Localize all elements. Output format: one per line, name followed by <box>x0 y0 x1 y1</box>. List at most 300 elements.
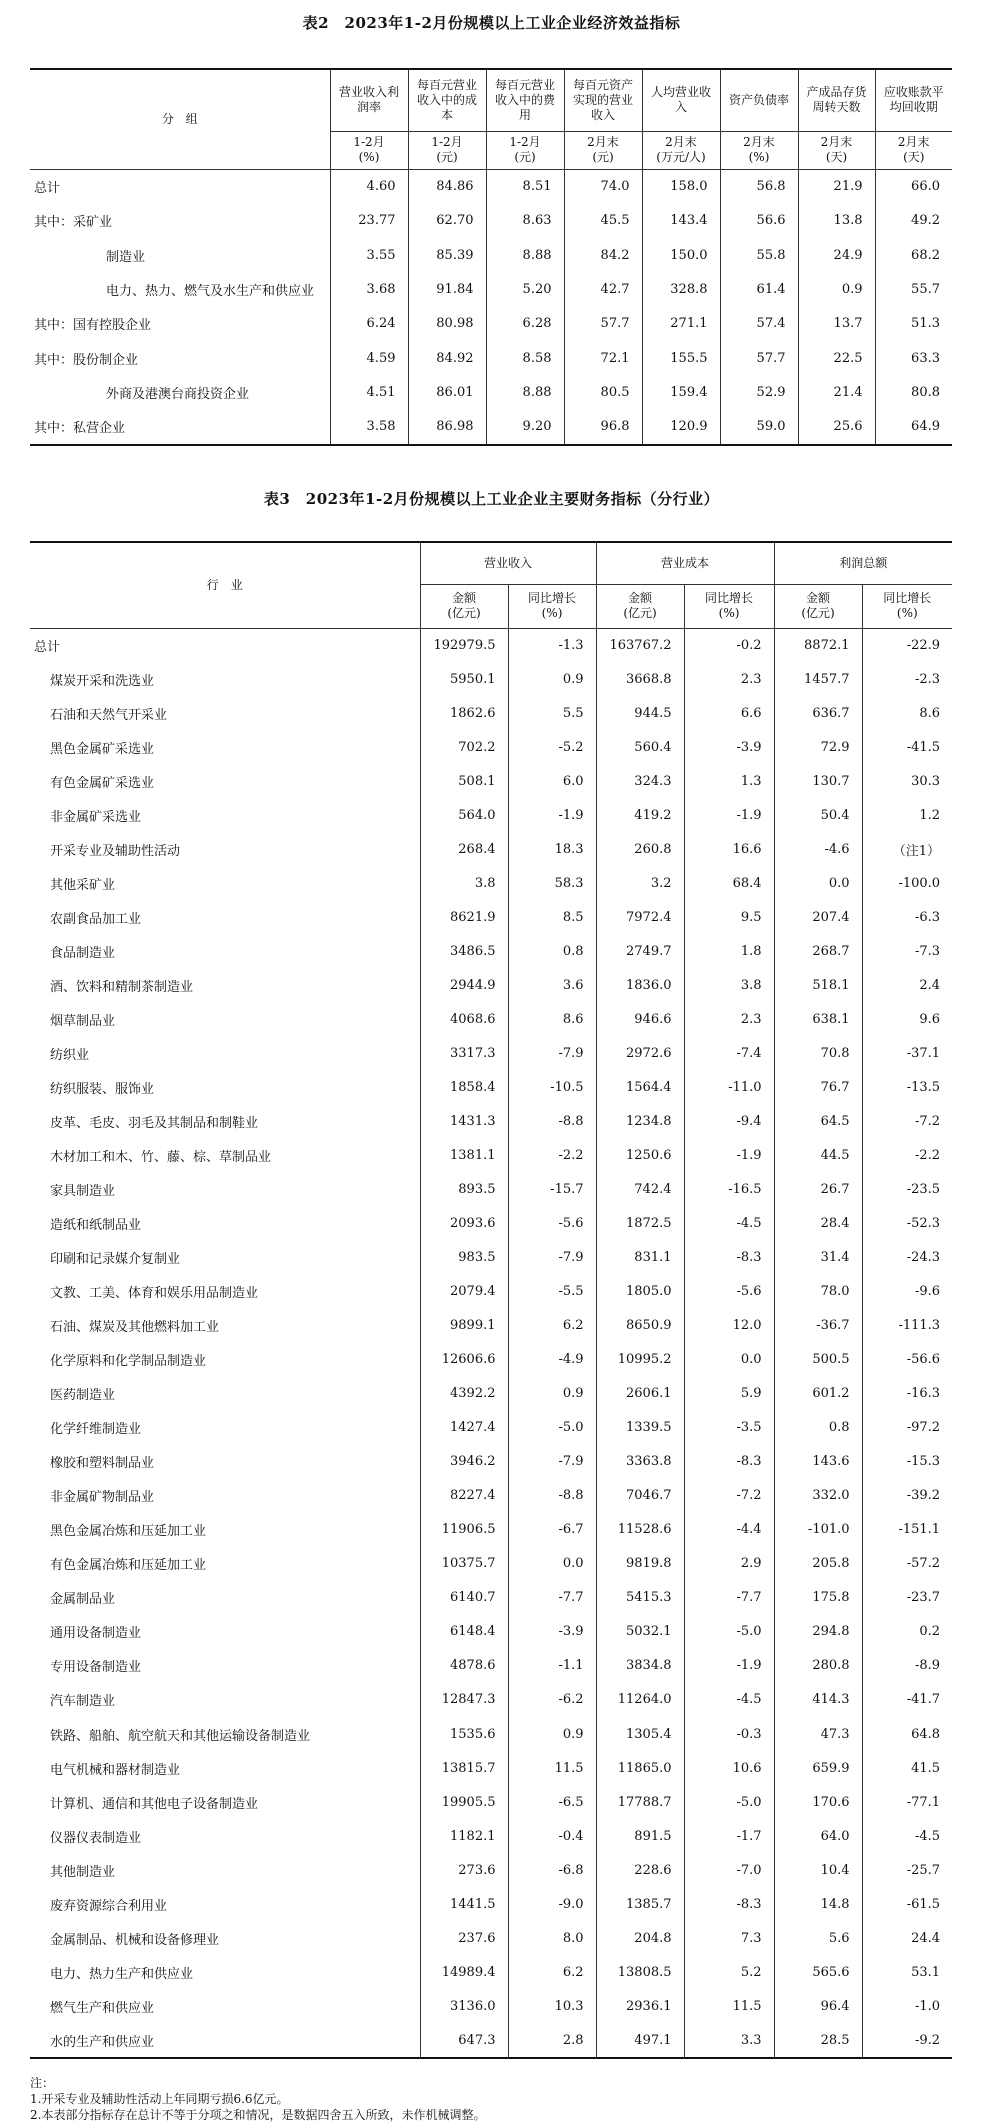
table3-cell: 10.3 <box>508 1989 596 2023</box>
table3-cell: -1.3 <box>508 628 596 663</box>
table3-cell: 0.0 <box>774 867 862 901</box>
table3-cell: 0.9 <box>508 663 596 697</box>
table3-cell: -15.3 <box>862 1445 952 1479</box>
table3-row <box>30 697 952 731</box>
table2-col-unit: (万元/人) <box>656 150 706 164</box>
table3-cell: 53.1 <box>862 1955 952 1989</box>
table3-cell: -1.1 <box>508 1649 596 1683</box>
table3-cell: 518.1 <box>774 969 862 1003</box>
table3-group-revenue: 营业收入 <box>420 542 596 584</box>
table2-cell: 63.3 <box>875 341 952 375</box>
table3-cell: 4068.6 <box>420 1003 508 1037</box>
table2-cell: 4.59 <box>330 341 408 375</box>
table2-col-unit: (元) <box>436 150 458 164</box>
table3-cell: 1862.6 <box>420 697 508 731</box>
table3-cell: -1.0 <box>862 1989 952 2023</box>
table2-col-period <box>408 131 486 169</box>
table3-cell: -6.2 <box>508 1683 596 1717</box>
table3-row-label: 化学原料和化学制品制造业 <box>50 1354 207 1370</box>
table2-cell: 13.7 <box>798 307 875 341</box>
table3-cell: -23.7 <box>862 1581 952 1615</box>
table3-cell: 3834.8 <box>596 1649 684 1683</box>
table3-cell: -7.7 <box>684 1581 774 1615</box>
table2-cell: 155.5 <box>642 341 720 375</box>
table2-cell: 8.51 <box>486 169 564 204</box>
table3-cell: -7.2 <box>862 1105 952 1139</box>
table3-cell: 31.4 <box>774 1241 862 1275</box>
table3-row <box>30 1445 952 1479</box>
table3-row <box>30 1173 952 1207</box>
table3-cell: 3486.5 <box>420 935 508 969</box>
table3-cell: 64.8 <box>862 1717 952 1751</box>
table2-cell: 64.9 <box>875 410 952 445</box>
table3-cell: 2749.7 <box>596 935 684 969</box>
table3-row <box>30 901 952 935</box>
table3-cell: -9.6 <box>862 1275 952 1309</box>
table2-col-period-label: 1-2月 <box>353 135 385 149</box>
table3-cell: 1182.1 <box>420 1819 508 1853</box>
table3-cell: -7.7 <box>508 1581 596 1615</box>
table2-col-header: 应收账款平均回收期 <box>875 69 952 131</box>
table3-cell: -7.3 <box>862 935 952 969</box>
table3-row-label: 燃气生产和供应业 <box>50 2000 155 2016</box>
table3-cell: 2079.4 <box>420 1275 508 1309</box>
table2-cell: 56.8 <box>720 169 798 204</box>
table2-cell: 8.88 <box>486 238 564 272</box>
table2-row-label: 其中：国有控股企业 <box>34 318 152 334</box>
table3-cell: 9819.8 <box>596 1547 684 1581</box>
table3-cell: 5.6 <box>774 1921 862 1955</box>
table3-row <box>30 1071 952 1105</box>
table3-cell: 1339.5 <box>596 1411 684 1445</box>
table3-row <box>30 1309 952 1343</box>
table3-cell: -8.3 <box>684 1887 774 1921</box>
table3-cell: 9899.1 <box>420 1309 508 1343</box>
table3-row <box>30 1785 952 1819</box>
table3-cell: -7.9 <box>508 1445 596 1479</box>
table3-row-label: 酒、饮料和精制茶制造业 <box>50 980 194 996</box>
table2-cell: 24.9 <box>798 238 875 272</box>
table2-cell: 8.63 <box>486 204 564 238</box>
table3-row <box>30 1275 952 1309</box>
table3-row-label: 纺织业 <box>50 1048 90 1064</box>
table3-cell: -1.9 <box>684 1139 774 1173</box>
table3-row-label: 食品制造业 <box>50 946 116 962</box>
table2-row-label: 其中：股份制企业 <box>34 352 139 368</box>
table2-col-unit: (元) <box>592 150 614 164</box>
table3-cell: 564.0 <box>420 799 508 833</box>
table3-cell: 1.3 <box>684 765 774 799</box>
table3-cell: -8.9 <box>862 1649 952 1683</box>
table2-cell: 68.2 <box>875 238 952 272</box>
table3-cell: 3.3 <box>684 2023 774 2058</box>
table3-cell: 500.5 <box>774 1343 862 1377</box>
table3-cell: 12.0 <box>684 1309 774 1343</box>
table2-cell: 4.60 <box>330 169 408 204</box>
table2-col-unit: (%) <box>748 150 770 164</box>
table3-cell: -4.5 <box>862 1819 952 1853</box>
table3-cell: 175.8 <box>774 1581 862 1615</box>
table3-cell: 13815.7 <box>420 1751 508 1785</box>
table3-cell: -4.5 <box>684 1683 774 1717</box>
table3-cell: 130.7 <box>774 765 862 799</box>
table3-row-label: 汽车制造业 <box>50 1694 116 1710</box>
table3-cell: 1836.0 <box>596 969 684 1003</box>
table3-cell: 5415.3 <box>596 1581 684 1615</box>
notes <box>30 2075 960 2123</box>
table3-row <box>30 1207 952 1241</box>
table3-row-label: 石油、煤炭及其他燃料加工业 <box>50 1320 220 1336</box>
table3-cell: -3.5 <box>684 1411 774 1445</box>
table2-col-period-label: 2月末 <box>743 135 775 149</box>
table3-cell: -13.5 <box>862 1071 952 1105</box>
table3-cell: -0.4 <box>508 1819 596 1853</box>
table3-cell: 3.8 <box>420 867 508 901</box>
table3-cell: 9.5 <box>684 901 774 935</box>
table3-cell: 5950.1 <box>420 663 508 697</box>
table2-col-period <box>564 131 642 169</box>
table2-row <box>30 307 952 341</box>
table3-cell: -41.7 <box>862 1683 952 1717</box>
table2-cell: 85.39 <box>408 238 486 272</box>
table3-group-profit: 利润总额 <box>774 542 952 584</box>
table3-cell: -37.1 <box>862 1037 952 1071</box>
table3-cell: 12606.6 <box>420 1343 508 1377</box>
table2-cell: 57.7 <box>720 341 798 375</box>
table3-cell: -8.3 <box>684 1241 774 1275</box>
table3-sub-amount <box>774 584 862 628</box>
table3-cell: 891.5 <box>596 1819 684 1853</box>
table3-cell: -0.2 <box>684 628 774 663</box>
table3-sub-growth <box>508 584 596 628</box>
table3-cell: 7046.7 <box>596 1479 684 1513</box>
table3-cell: 3668.8 <box>596 663 684 697</box>
table3-cell: 237.6 <box>420 1921 508 1955</box>
table2-cell: 80.8 <box>875 375 952 409</box>
table3-cell: -5.0 <box>508 1411 596 1445</box>
table3-row-label: 造纸和纸制品业 <box>50 1218 142 1234</box>
table3-row <box>30 1411 952 1445</box>
table2-row <box>30 410 952 445</box>
table3-cell: 294.8 <box>774 1615 862 1649</box>
table2-cell: 13.8 <box>798 204 875 238</box>
table3-cell: 4392.2 <box>420 1377 508 1411</box>
table2-cell: 23.77 <box>330 204 408 238</box>
table3-cell: -2.2 <box>508 1139 596 1173</box>
table3-cell: 636.7 <box>774 697 862 731</box>
table2-cell: 49.2 <box>875 204 952 238</box>
table3-row <box>30 1921 952 1955</box>
table3-cell: 26.7 <box>774 1173 862 1207</box>
table2-group-header: 分 组 <box>30 69 330 169</box>
table3-cell: 0.9 <box>508 1377 596 1411</box>
table3-cell: 324.3 <box>596 765 684 799</box>
table3-cell: 3317.3 <box>420 1037 508 1071</box>
table3-row <box>30 1343 952 1377</box>
table3-cell: 44.5 <box>774 1139 862 1173</box>
table3-cell: 72.9 <box>774 731 862 765</box>
table3-cell: -6.7 <box>508 1513 596 1547</box>
table3-row-label: 金属制品、机械和设备修理业 <box>50 1932 220 1948</box>
table3-cell: 0.0 <box>508 1547 596 1581</box>
table3-cell: 4878.6 <box>420 1649 508 1683</box>
table3-row-label: 废弃资源综合利用业 <box>50 1898 168 1914</box>
table3-cell: 68.4 <box>684 867 774 901</box>
table3-cell: 10.6 <box>684 1751 774 1785</box>
table3-cell: 8650.9 <box>596 1309 684 1343</box>
table2-col-period-label: 2月末 <box>587 135 619 149</box>
table3-cell: 70.8 <box>774 1037 862 1071</box>
table2-row-label: 其中：采矿业 <box>34 215 113 231</box>
table3-cell: 28.5 <box>774 2023 862 2058</box>
table3-row <box>30 1717 952 1751</box>
table3-cell: -24.3 <box>862 1241 952 1275</box>
table3-row <box>30 1003 952 1037</box>
table3-cell: 8227.4 <box>420 1479 508 1513</box>
table3-cell: 1427.4 <box>420 1411 508 1445</box>
table2-cell: 8.58 <box>486 341 564 375</box>
table3-row-label: 烟草制品业 <box>50 1014 116 1030</box>
table3-cell: 702.2 <box>420 731 508 765</box>
table2-cell: 25.6 <box>798 410 875 445</box>
table3-cell: 6.2 <box>508 1955 596 1989</box>
table3-cell: 41.5 <box>862 1751 952 1785</box>
table3-cell: 18.3 <box>508 833 596 867</box>
table3-cell: -2.3 <box>862 663 952 697</box>
table3-row <box>30 1615 952 1649</box>
table3-cell: 170.6 <box>774 1785 862 1819</box>
table2 <box>30 68 952 446</box>
notes-heading: 注： <box>30 2076 55 2090</box>
table3-cell: -6.5 <box>508 1785 596 1819</box>
table3-row <box>30 1547 952 1581</box>
table3-row <box>30 628 952 663</box>
table2-col-period <box>330 131 408 169</box>
table3-cell: 8.6 <box>862 697 952 731</box>
table3-cell: -1.9 <box>684 799 774 833</box>
table3-cell: -39.2 <box>862 1479 952 1513</box>
table3-cell: 17788.7 <box>596 1785 684 1819</box>
table2-cell: 4.51 <box>330 375 408 409</box>
table2-cell: 21.4 <box>798 375 875 409</box>
table2-cell: 52.9 <box>720 375 798 409</box>
table3-cell: 11528.6 <box>596 1513 684 1547</box>
table3-row-label: 有色金属冶炼和压延加工业 <box>50 1558 207 1574</box>
table3-cell: 78.0 <box>774 1275 862 1309</box>
table3-cell: -15.7 <box>508 1173 596 1207</box>
table3-cell: -3.9 <box>684 731 774 765</box>
table3-row <box>30 935 952 969</box>
table3-cell: 58.3 <box>508 867 596 901</box>
table3-cell: -111.3 <box>862 1309 952 1343</box>
table3-row-label: 专用设备制造业 <box>50 1660 142 1676</box>
table2-col-unit: (天) <box>903 150 925 164</box>
table3-cell: 7.3 <box>684 1921 774 1955</box>
table3-row <box>30 1581 952 1615</box>
table3-cell: -56.6 <box>862 1343 952 1377</box>
table3-cell: -1.7 <box>684 1819 774 1853</box>
table3-cell: 601.2 <box>774 1377 862 1411</box>
table3-cell: -16.5 <box>684 1173 774 1207</box>
table3-cell: 273.6 <box>420 1853 508 1887</box>
table3-row-label: 开采专业及辅助性活动 <box>50 844 181 860</box>
table3-cell: 497.1 <box>596 2023 684 2058</box>
table3-cell: 659.9 <box>774 1751 862 1785</box>
table3-cell: -2.2 <box>862 1139 952 1173</box>
table3-cell: -5.0 <box>684 1785 774 1819</box>
table3-cell: 13808.5 <box>596 1955 684 1989</box>
table2-cell: 86.98 <box>408 410 486 445</box>
table3-cell: 205.8 <box>774 1547 862 1581</box>
table3-row <box>30 1377 952 1411</box>
table3-cell: 163767.2 <box>596 628 684 663</box>
table3-row <box>30 731 952 765</box>
table3-cell: -4.9 <box>508 1343 596 1377</box>
table2-cell: 8.88 <box>486 375 564 409</box>
table3-cell: 1431.3 <box>420 1105 508 1139</box>
table3-row <box>30 1683 952 1717</box>
table2-cell: 45.5 <box>564 204 642 238</box>
table2-cell: 5.20 <box>486 272 564 306</box>
table2-cell: 61.4 <box>720 272 798 306</box>
table3-cell: 1564.4 <box>596 1071 684 1105</box>
table2-cell: 80.98 <box>408 307 486 341</box>
table2-col-unit: (%) <box>358 150 380 164</box>
table2-row-label: 外商及港澳台商投资企业 <box>106 386 250 402</box>
table3-cell: 508.1 <box>420 765 508 799</box>
table3-cell: 7972.4 <box>596 901 684 935</box>
table3-row <box>30 1649 952 1683</box>
table3-cell: 1872.5 <box>596 1207 684 1241</box>
table3-cell: 11.5 <box>508 1751 596 1785</box>
note-2: 2.本表部分指标存在总计不等于分项之和情况，是数据四舍五入所致，未作机械调整。 <box>30 2108 486 2122</box>
table3-cell: 192979.5 <box>420 628 508 663</box>
table2-cell: 271.1 <box>642 307 720 341</box>
table3-cell: 5032.1 <box>596 1615 684 1649</box>
table3-row <box>30 1479 952 1513</box>
table3-cell: -100.0 <box>862 867 952 901</box>
table2-col-header: 每百元营业收入中的成本 <box>408 69 486 131</box>
table2-cell: 74.0 <box>564 169 642 204</box>
table3-cell: 6.0 <box>508 765 596 799</box>
table2-col-header: 每百元资产实现的营业收入 <box>564 69 642 131</box>
table3-cell: -5.0 <box>684 1615 774 1649</box>
table3-group-cost: 营业成本 <box>596 542 774 584</box>
table3-cell: -16.3 <box>862 1377 952 1411</box>
table3-cell: -0.3 <box>684 1717 774 1751</box>
table2-cell: 6.24 <box>330 307 408 341</box>
table3-cell: -7.9 <box>508 1241 596 1275</box>
table3-cell: 1805.0 <box>596 1275 684 1309</box>
table3-cell: 0.8 <box>508 935 596 969</box>
table3-row-label: 文教、工美、体育和娱乐用品制造业 <box>50 1286 259 1302</box>
table3-row <box>30 833 952 867</box>
table3-cell: 2.9 <box>684 1547 774 1581</box>
table3-cell: 2.8 <box>508 2023 596 2058</box>
table3-row-label: 皮革、毛皮、羽毛及其制品和制鞋业 <box>50 1116 259 1132</box>
table3-cell: -9.2 <box>862 2023 952 2058</box>
table3-cell: 2606.1 <box>596 1377 684 1411</box>
table2-col-header: 营业收入利润率 <box>330 69 408 131</box>
table3-cell: 2.4 <box>862 969 952 1003</box>
table3-cell: 2936.1 <box>596 1989 684 2023</box>
table2-cell: 66.0 <box>875 169 952 204</box>
table3-cell: -77.1 <box>862 1785 952 1819</box>
table3-cell: 10995.2 <box>596 1343 684 1377</box>
table2-cell: 96.8 <box>564 410 642 445</box>
table3-cell: 0.2 <box>862 1615 952 1649</box>
table3-cell: 14.8 <box>774 1887 862 1921</box>
table3-cell: 268.4 <box>420 833 508 867</box>
table2-row-label: 总计 <box>34 181 61 197</box>
table3-cell: 1250.6 <box>596 1139 684 1173</box>
table3-cell: -9.0 <box>508 1887 596 1921</box>
table3-cell: -36.7 <box>774 1309 862 1343</box>
table2-col-header: 每百元营业收入中的费用 <box>486 69 564 131</box>
table3-row <box>30 2023 952 2058</box>
table3-cell: 6140.7 <box>420 1581 508 1615</box>
table2-cell: 59.0 <box>720 410 798 445</box>
table2-cell: 84.92 <box>408 341 486 375</box>
table2-row <box>30 341 952 375</box>
table2-cell: 51.3 <box>875 307 952 341</box>
table3-row <box>30 1887 952 1921</box>
table3-cell: -7.4 <box>684 1037 774 1071</box>
table3-cell: -4.5 <box>684 1207 774 1241</box>
table3-cell: （注1） <box>862 833 952 867</box>
table2-row <box>30 169 952 204</box>
table2-cell: 328.8 <box>642 272 720 306</box>
table2-cell: 55.8 <box>720 238 798 272</box>
table2-cell: 158.0 <box>642 169 720 204</box>
table3-cell: 11264.0 <box>596 1683 684 1717</box>
table3-row-label: 煤炭开采和洗选业 <box>50 674 155 690</box>
table3-cell: -6.3 <box>862 901 952 935</box>
table3-row-label: 金属制品业 <box>50 1592 116 1608</box>
table3-row-label: 总计 <box>34 640 61 655</box>
table2-cell: 159.4 <box>642 375 720 409</box>
table2-cell: 80.5 <box>564 375 642 409</box>
table2-col-period <box>642 131 720 169</box>
table3-cell: 11.5 <box>684 1989 774 2023</box>
table2-row <box>30 204 952 238</box>
table3-cell: 10.4 <box>774 1853 862 1887</box>
table3-cell: 6148.4 <box>420 1615 508 1649</box>
table3-cell: 6.2 <box>508 1309 596 1343</box>
table3-sub-amount-label: 金额 <box>451 591 476 605</box>
table3-row-label: 电气机械和器材制造业 <box>50 1762 181 1778</box>
table3-row-label: 有色金属矿采选业 <box>50 776 155 792</box>
table3-cell: 204.8 <box>596 1921 684 1955</box>
table2-cell: 57.7 <box>564 307 642 341</box>
table3-cell: 1234.8 <box>596 1105 684 1139</box>
table3-cell: 3946.2 <box>420 1445 508 1479</box>
table3-cell: 268.7 <box>774 935 862 969</box>
table3-cell: -97.2 <box>862 1411 952 1445</box>
table2-row <box>30 272 952 306</box>
table3-row <box>30 1105 952 1139</box>
table3-cell: 14989.4 <box>420 1955 508 1989</box>
table3-cell: 47.3 <box>774 1717 862 1751</box>
table3-cell: 647.3 <box>420 2023 508 2058</box>
table3-row-label: 木材加工和木、竹、藤、棕、草制品业 <box>50 1150 272 1166</box>
table2-row-label: 其中：私营企业 <box>34 421 126 437</box>
table3-cell: 28.4 <box>774 1207 862 1241</box>
table3-row-label: 计算机、通信和其他电子设备制造业 <box>50 1796 259 1812</box>
table3-row <box>30 1751 952 1785</box>
table2-row <box>30 375 952 409</box>
table2-col-period-label: 1-2月 <box>431 135 463 149</box>
